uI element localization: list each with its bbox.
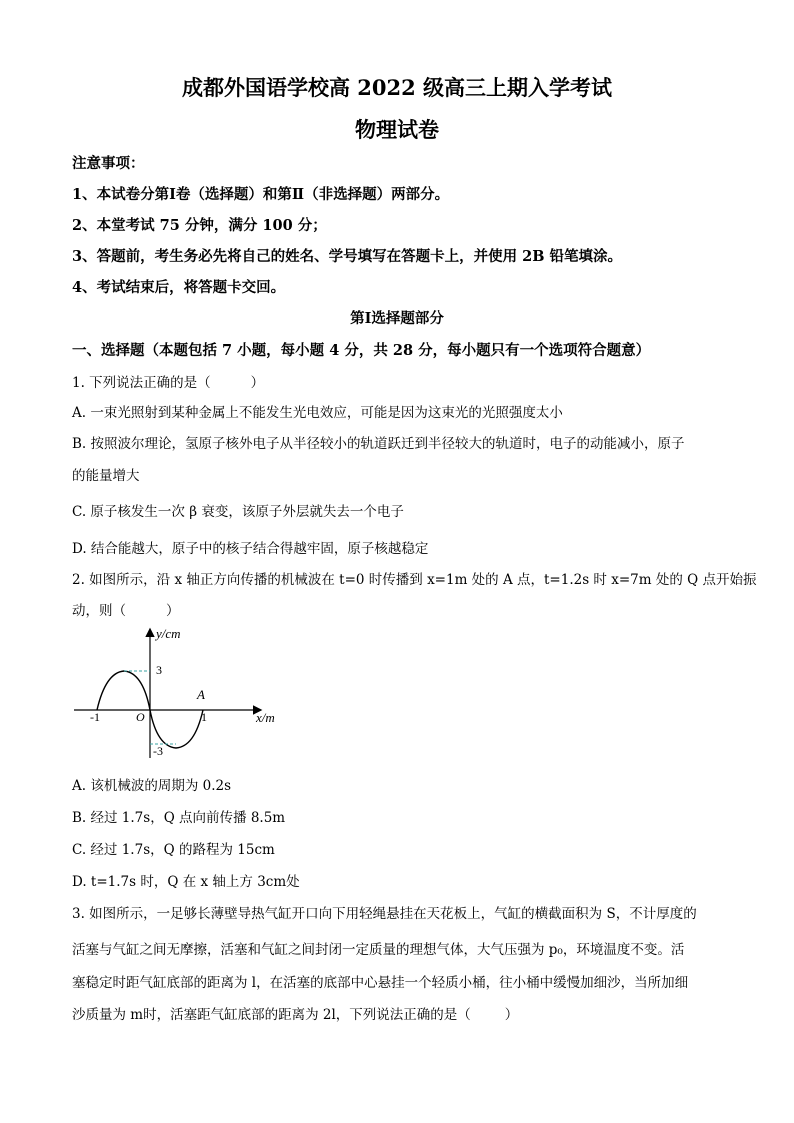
part-heading: 第Ⅰ选择题部分 bbox=[350, 310, 444, 327]
option-a: A. 该机械波的周期为 0.2s bbox=[72, 778, 232, 794]
option-a: A. 一束光照射到某种金属上不能发生光电效应，可能是因为这束光的光照强度太小 bbox=[72, 405, 563, 421]
y-tick-pos: 3 bbox=[156, 663, 162, 677]
question-stem-text: 沙质量为 m时，活塞距气缸底部的距离为 2l，下列说法正确的是（ bbox=[72, 1007, 471, 1023]
y-tick-neg: -3 bbox=[153, 744, 163, 758]
x-axis-label: x/m bbox=[256, 710, 275, 725]
origin-label: O bbox=[136, 710, 145, 724]
question-stem-end: ） bbox=[166, 603, 180, 619]
notice-heading: 注意事项： bbox=[72, 155, 145, 172]
notice-item: 4、考试结束后，将答题卡交回。 bbox=[72, 279, 286, 296]
option-d: D. t=1.7s 时，Q 在 x 轴上方 3cm处 bbox=[72, 874, 300, 890]
exam-subject: 物理试卷 bbox=[355, 117, 439, 142]
option-b: B. 经过 1.7s，Q 点向前传播 8.5m bbox=[72, 810, 286, 826]
wave-figure bbox=[70, 622, 300, 762]
x-tick-neg: -1 bbox=[90, 710, 100, 724]
point-a-label: A bbox=[197, 687, 205, 702]
question-1-stem bbox=[72, 371, 264, 391]
exam-title: 成都外国语学校高 2022 级高三上期入学考试 bbox=[181, 75, 613, 100]
question-3-stem: 3. 如图所示，一足够长薄壁导热气缸开口向下用轻绳悬挂在天花板上，气缸的横截面积为 S，不计厚度的 bbox=[72, 906, 697, 922]
question-3-stem-cont: 塞稳定时距气缸底部的距离为 l，在活塞的底部中心悬挂一个轻质小桶，往小桶中缓慢加细沙，当所加细 bbox=[72, 975, 689, 991]
option-b: B. 按照波尔理论，氢原子核外电子从半径较小的轨道跃迁到半径较大的轨道时，电子的动能减小，原子 bbox=[72, 436, 685, 452]
question-3-stem-cont: 活塞与气缸之间无摩擦，活塞和气缸之间封闭一定质量的理想气体，大气压强为 p₀，环境温度不变。活 bbox=[72, 942, 685, 958]
question-3-stem-end-line bbox=[72, 1003, 518, 1023]
question-stem-end: ） bbox=[504, 1007, 519, 1023]
notice-item: 3、答题前，考生务必先将自己的姓名、学号填写在答题卡上，并使用 2B 铅笔填涂。 bbox=[72, 248, 623, 265]
option-c: C. 原子核发生一次 β 衰变，该原子外层就失去一个电子 bbox=[72, 504, 404, 520]
x-tick-pos: 1 bbox=[201, 710, 207, 724]
notice-item: 1、本试卷分第Ⅰ卷（选择题）和第Ⅱ（非选择题）两部分。 bbox=[72, 186, 450, 203]
question-2-stem: 2. 如图所示，沿 x 轴正方向传播的机械波在 t=0 时传播到 x=1m 处的 A 点，t=1.2s 时 x=7m 处的 Q 点开始振 bbox=[72, 572, 757, 588]
option-c: C. 经过 1.7s，Q 的路程为 15cm bbox=[72, 842, 275, 858]
question-stem-text: 动，则（ bbox=[72, 603, 126, 619]
question-2-stem-cont bbox=[72, 599, 180, 619]
question-stem-text: 1. 下列说法正确的是（ bbox=[72, 375, 211, 391]
y-axis-label: y/cm bbox=[156, 626, 181, 641]
notice-item: 2、本堂考试 75 分钟，满分 100 分； bbox=[72, 217, 327, 234]
option-b-cont: 的能量增大 bbox=[72, 468, 140, 484]
section-title: 一、选择题（本题包括 7 小题，每小题 4 分，共 28 分，每小题只有一个选项符合题意） bbox=[72, 342, 651, 359]
option-d: D. 结合能越大，原子中的核子结合得越牢固，原子核越稳定 bbox=[72, 541, 429, 557]
question-stem-end: ） bbox=[250, 375, 265, 391]
